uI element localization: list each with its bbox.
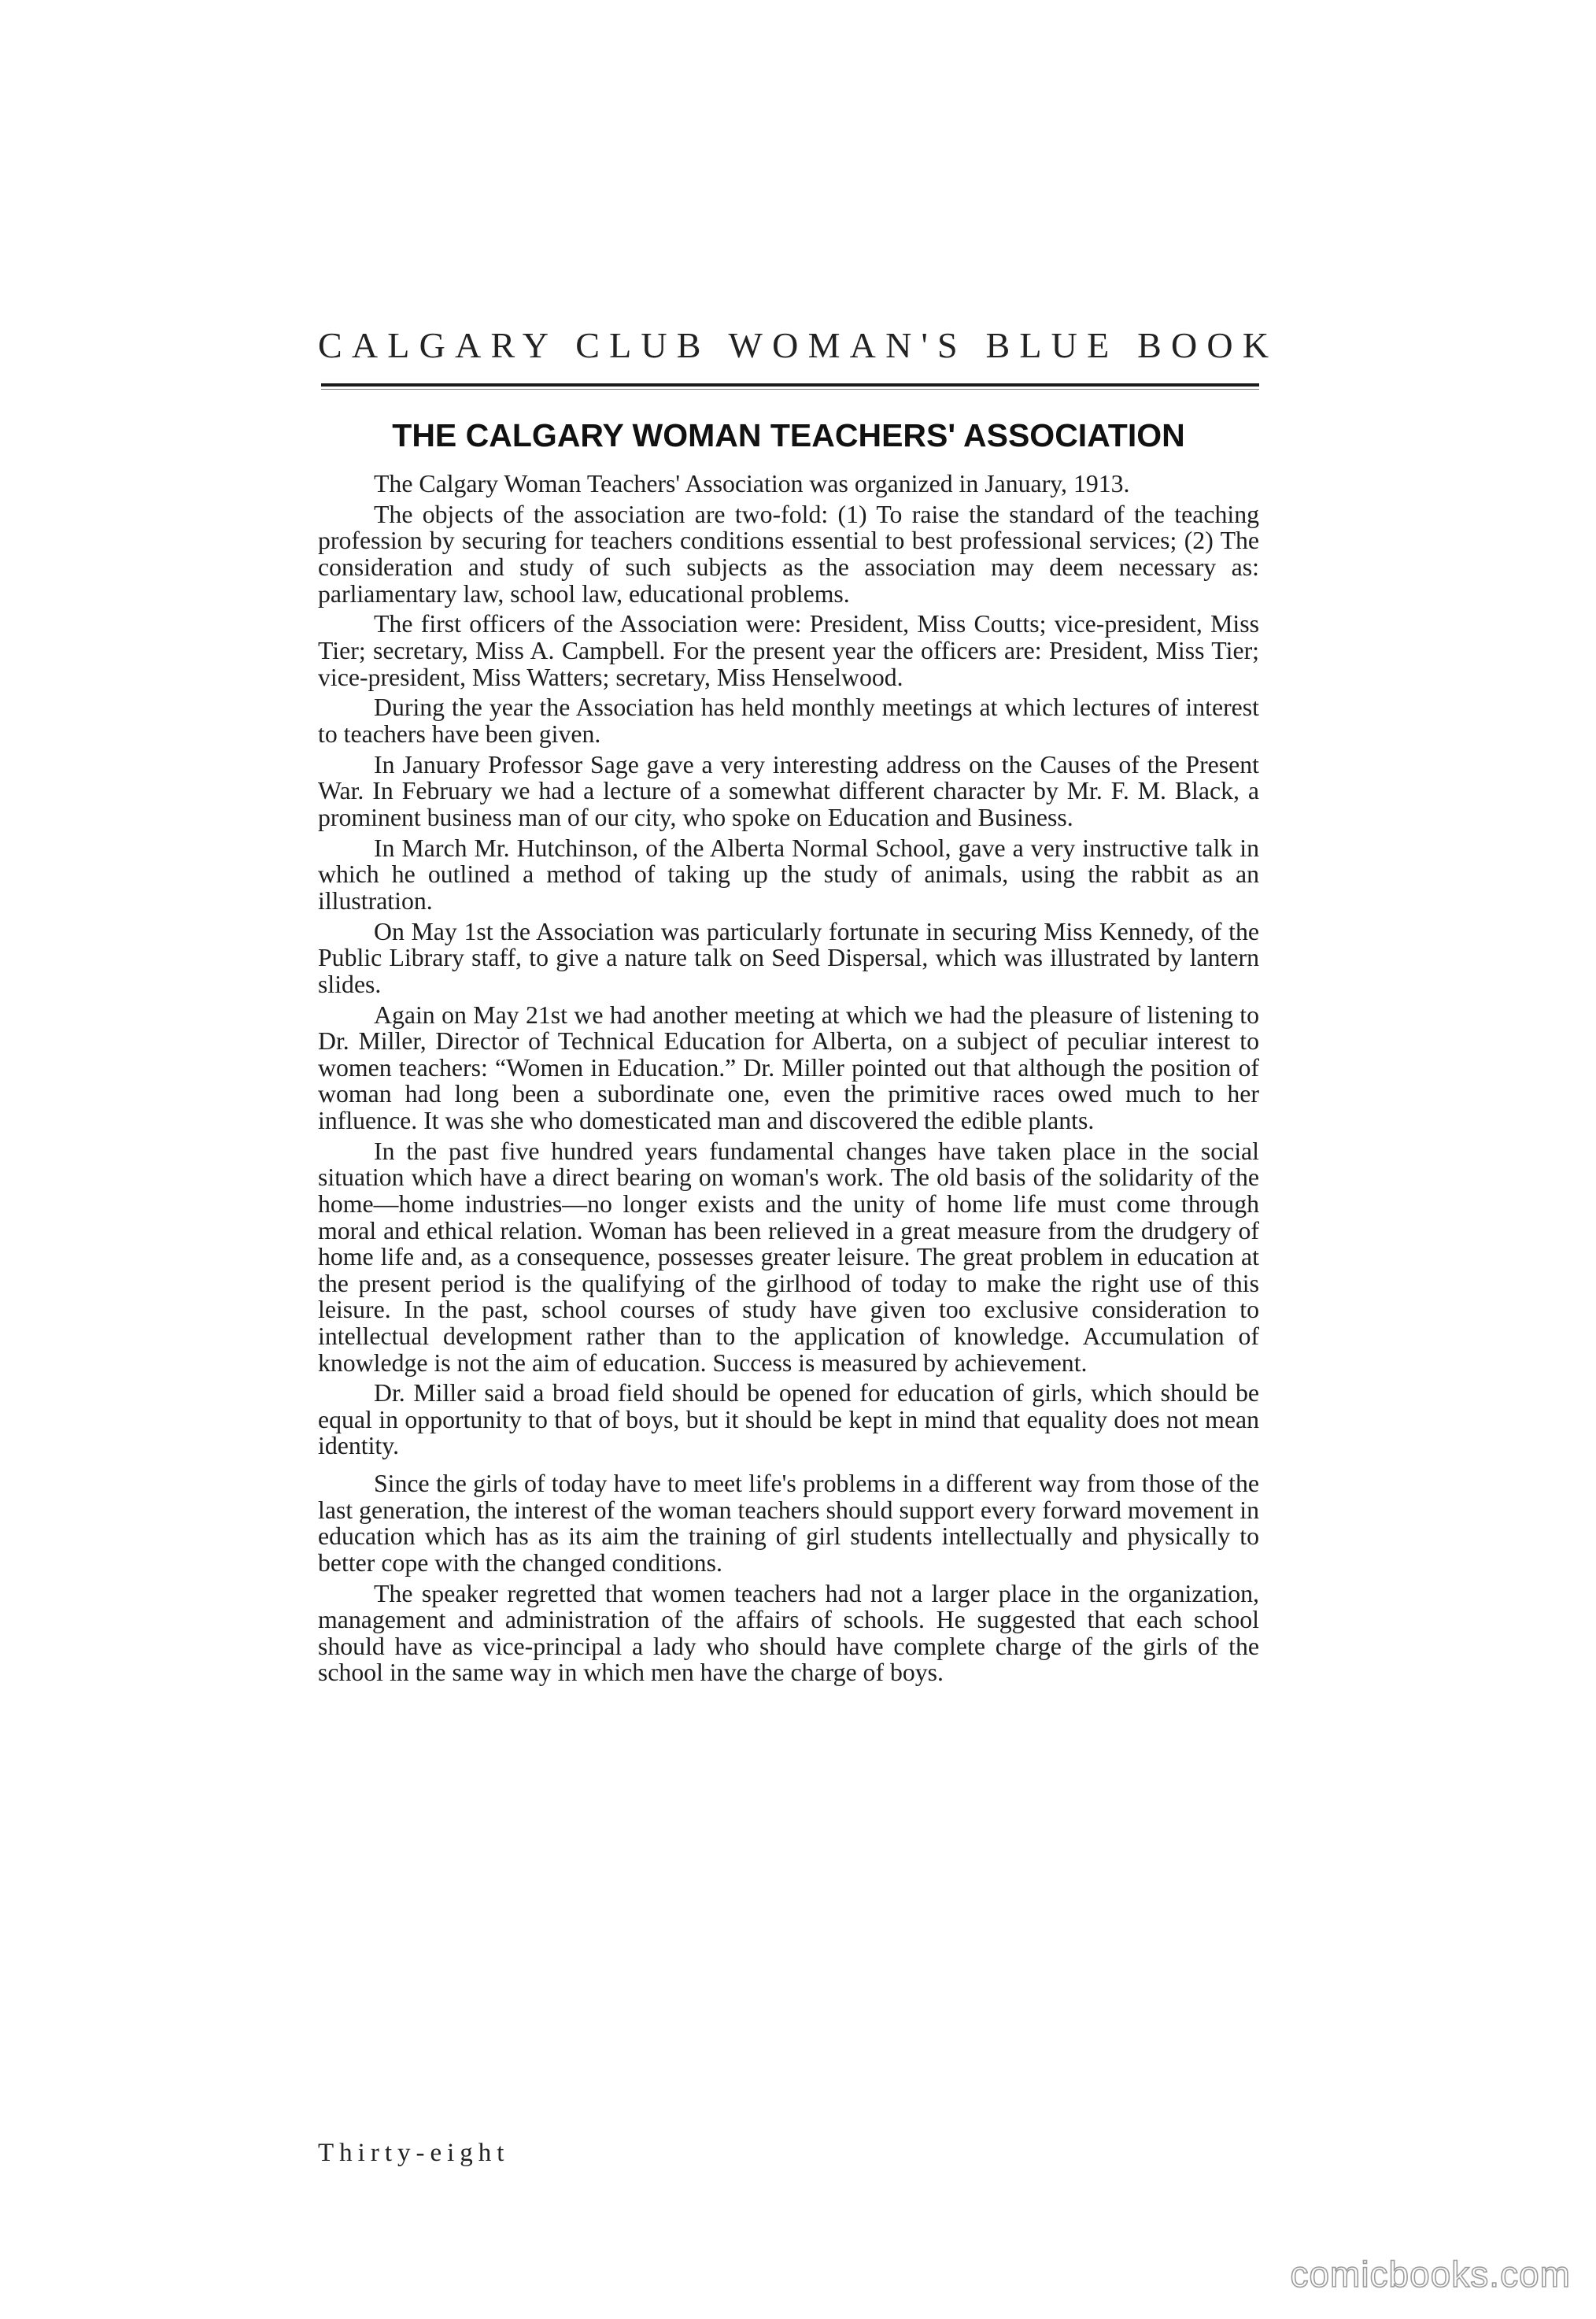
paragraph-may-21st: Again on May 21st we had another meeting at which we had the pleasure of listening to Dr. Miller, Director of Technical Education for Alberta, on a subject of peculiar interest to women teachers: “Women in Education.” Dr. Miller pointed out that although the position of woman had long been a subordinate one, even the primitive races owed much to her influence. It was she who domesticated man and discovered the edible plants. [318,1000,1259,1134]
article-body [318,471,1259,1690]
page-number: Thirty-eight [318,2139,510,2167]
paragraph-speaker-regretted: The speaker regretted that women teachers had not a larger place in the organization, management and administration of the affairs of schools. He suggested that each school should have as vice-principal a lady who should have complete charge of the girls of the school in the same way in which men have the charge of boys. [318,1579,1259,1687]
watermark-logo: comicbooks.com [1290,2254,1571,2295]
header-rule-shadow [321,389,1259,390]
paragraph-broad-field: Dr. Miller said a broad field should be opened for education of girls, which should be equal in opportunity to that of boys, but it should be kept in mind that equality does not mean identity. [318,1379,1259,1460]
paragraph-objects: The objects of the association are two-fold: (1) To raise the standard of the teaching profession by securing for teachers conditions essential to best professional services; (2) The consideration and study of such subjects as the association may deem necessary as: parliamentary law, school law, educational problems. [318,500,1259,608]
paragraph-march: In March Mr. Hutchinson, of the Alberta Normal School, gave a very instructive talk in which he outlined a method of taking up the study of animals, using the rabbit as an illustration. [318,834,1259,915]
header-rule [321,383,1259,386]
running-head: CALGARY CLUB WOMAN'S BLUE BOOK [318,325,1279,365]
article-title: THE CALGARY WOMAN TEACHERS' ASSOCIATION [392,417,1185,453]
paragraph-may-1st: On May 1st the Association was particularly fortunate in securing Miss Kennedy, of the Public Library staff, to give a nature talk on Seed Dispersal, which was illustrated by lantern slides. [318,917,1259,998]
paragraph-five-hundred-years: In the past five hundred years fundamental changes have taken place in the social situation which have a direct bearing on woman's work. The old basis of the solidarity of the home—home industries—no longer exists and the unity of home life must come through moral and ethical relation. Woman has been relieved in a great measure from the drudgery of home life and, as a consequence, possesses greater leisure. The great problem in education at the present period is the qualifying of the girlhood of today to make the right use of this leisure. In the past, school courses of study have given too exclusive consideration to intellectual development rather than to the application of knowledge. Accumulation of knowledge is not the aim of education. Success is measured by achievement. [318,1137,1259,1377]
paragraph-girls-of-today: Since the girls of today have to meet life's problems in a different way from those of the last generation, the interest of the woman teachers should support every forward movement in education which has as its aim the training of girl students intellectually and physically to better cope with the changed conditions. [318,1470,1259,1577]
paragraph-january-february: In January Professor Sage gave a very interesting address on the Causes of the Present War. In February we had a lecture of a somewhat different character by Mr. F. M. Black, a prominent business man of our city, who spoke on Education and Business. [318,750,1259,831]
paragraph-monthly-meetings: During the year the Association has held monthly meetings at which lectures of interest to teachers have been given. [318,693,1259,748]
paragraph-organized: The Calgary Woman Teachers' Association was organized in January, 1913. [374,470,1130,497]
paragraph-officers: The first officers of the Association were: President, Miss Coutts; vice-president, Miss Tier; secretary, Miss A. Campbell. For the present year the officers are: President, Miss Tier; vice-president, Miss Watters; secretary, Miss Henselwood. [318,610,1259,691]
